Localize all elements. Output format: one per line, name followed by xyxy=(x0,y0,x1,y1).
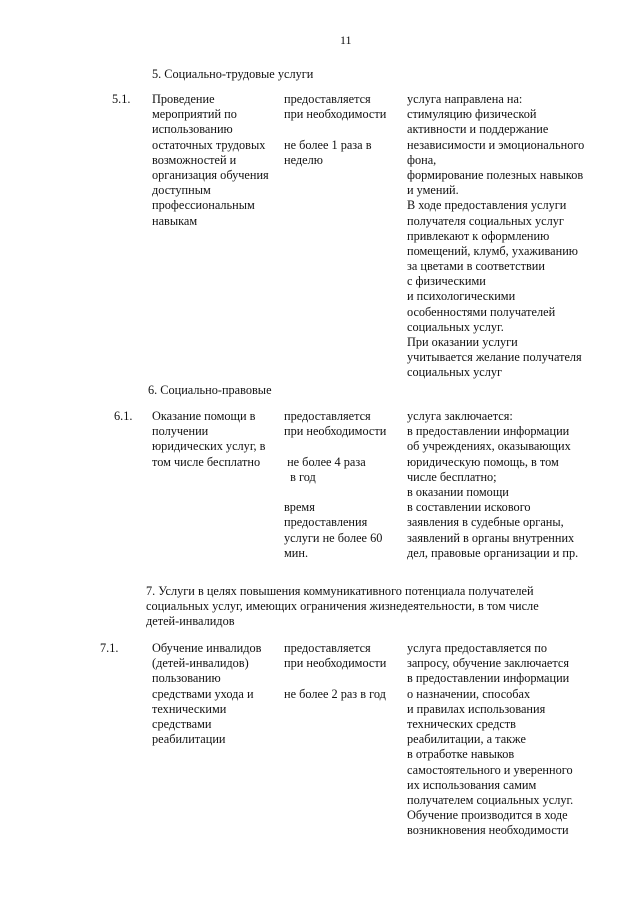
text-line: организация обучения xyxy=(152,167,269,182)
text-line: активности и поддержание xyxy=(407,122,549,137)
text-line: средствами xyxy=(152,716,212,731)
text-line: Обучение инвалидов xyxy=(152,641,262,655)
text-line: запросу, обучение заключается xyxy=(407,656,570,671)
text-line: и правилах использования xyxy=(407,701,546,716)
text-line: технических средств xyxy=(407,716,516,731)
text-line: реабилитации, а также xyxy=(407,732,526,747)
text-line: том числе бесплатно xyxy=(152,454,261,469)
text-line: получателя социальных услуг xyxy=(407,213,564,228)
text-line xyxy=(284,122,386,137)
text-line xyxy=(284,485,386,500)
text-line: юридическую помощь, в том xyxy=(407,454,559,469)
text-line: фона, xyxy=(407,152,437,167)
service-terms xyxy=(284,641,386,702)
section-heading xyxy=(146,584,539,630)
text-line: услуга предоставляется по xyxy=(407,641,547,655)
text-line: об учреждениях, оказывающих xyxy=(407,439,571,454)
text-line: в год xyxy=(284,469,316,484)
text-line: дел, правовые организации и пр. xyxy=(407,545,579,560)
service-name xyxy=(152,409,265,470)
text-line: остаточных трудовых xyxy=(152,137,266,152)
text-line: помещений, клумб, ухаживанию xyxy=(407,243,578,258)
row-number: 7.1. xyxy=(100,641,119,655)
text-line: Проведение xyxy=(152,92,215,106)
text-line: доступным xyxy=(152,183,211,198)
text-line: услуга заключается: xyxy=(407,409,513,423)
text-line: учитывается желание получателя xyxy=(407,350,582,365)
text-line: в оказании помощи xyxy=(407,484,509,499)
text-line: формирование полезных навыков xyxy=(407,167,584,182)
text-line: заявлений в органы внутренних xyxy=(407,530,575,545)
row-number: 6.1. xyxy=(114,409,133,423)
text-line: социальных услуг. xyxy=(407,319,504,334)
text-line: предоставления xyxy=(284,515,368,530)
service-terms xyxy=(284,409,386,561)
text-line: техническими xyxy=(152,701,227,716)
service-description xyxy=(407,92,584,381)
text-line: использованию xyxy=(152,122,233,137)
page-number: 11 xyxy=(340,33,352,47)
text-line: не более 4 раза xyxy=(284,454,366,469)
text-line: привлекают к оформлению xyxy=(407,228,550,243)
text-line: числе бесплатно; xyxy=(407,469,497,484)
text-line: получателем социальных услуг. xyxy=(407,792,574,807)
service-name xyxy=(152,92,269,229)
text-line: заявления в судебные органы, xyxy=(407,515,564,530)
text-line: и умений. xyxy=(407,183,459,198)
text-line: Обучение производится в ходе xyxy=(407,808,568,823)
text-line: услуга направлена на: xyxy=(407,92,523,106)
text-line: не более 2 раз в год xyxy=(284,686,386,701)
text-line: В ходе предоставления услуги xyxy=(407,198,567,213)
text-line: и психологическими xyxy=(407,289,516,304)
text-line: при необходимости xyxy=(284,656,387,671)
text-line: социальных услуг xyxy=(407,365,503,380)
text-line: при необходимости xyxy=(284,107,387,122)
service-terms xyxy=(284,92,386,168)
text-line: детей-инвалидов xyxy=(146,614,235,629)
text-line xyxy=(284,671,386,686)
text-line: независимости и эмоционального xyxy=(407,137,585,152)
service-description xyxy=(407,641,573,838)
text-line: мин. xyxy=(284,545,309,560)
text-line: пользованию xyxy=(152,671,221,686)
text-line: в предоставлении информации xyxy=(407,424,570,439)
text-line: средствами ухода и xyxy=(152,686,254,701)
text-line: 7. Услуги в целях повышения коммуникативного потенциала получателей xyxy=(146,584,534,598)
text-line: время xyxy=(284,500,315,515)
text-line: в составлении искового xyxy=(407,500,531,515)
text-line: При оказании услуги xyxy=(407,335,518,349)
service-description xyxy=(407,409,578,561)
section-heading: 5. Социально-трудовые услуги xyxy=(152,67,314,81)
text-line: их использования самим xyxy=(407,777,537,792)
row-number: 5.1. xyxy=(112,92,131,106)
text-line: услуги не более 60 xyxy=(284,530,383,545)
text-line: о назначении, способах xyxy=(407,686,531,701)
text-line: получении xyxy=(152,424,209,439)
text-line: в предоставлении информации xyxy=(407,671,570,686)
text-line: при необходимости xyxy=(284,424,387,439)
text-line: стимуляцию физической xyxy=(407,107,537,122)
text-line: неделю xyxy=(284,152,323,167)
text-line: реабилитации xyxy=(152,732,226,747)
text-line: возникновения необходимости xyxy=(407,823,569,838)
text-line: профессиональным xyxy=(152,198,255,213)
text-line: предоставляется xyxy=(284,641,371,655)
section-heading: 6. Социально-правовые xyxy=(148,383,272,397)
text-line: мероприятий по xyxy=(152,107,237,122)
text-line: особенностями получателей xyxy=(407,304,556,319)
text-line: (детей-инвалидов) xyxy=(152,656,249,671)
text-line: предоставляется xyxy=(284,409,371,423)
text-line: с физическими xyxy=(407,274,486,289)
text-line: социальных услуг, имеющих ограничения жизнедеятельности, в том числе xyxy=(146,599,539,614)
text-line: возможностей и xyxy=(152,152,237,167)
text-line: навыкам xyxy=(152,213,198,228)
text-line: юридических услуг, в xyxy=(152,439,266,454)
text-line: не более 1 раза в xyxy=(284,137,372,152)
text-line: Оказание помощи в xyxy=(152,409,256,423)
text-line: за цветами в соответствии xyxy=(407,259,545,274)
service-name xyxy=(152,641,261,747)
text-line: в отработке навыков xyxy=(407,747,515,762)
text-line: самостоятельного и уверенного xyxy=(407,762,573,777)
text-line: предоставляется xyxy=(284,92,371,106)
text-line xyxy=(284,439,386,454)
